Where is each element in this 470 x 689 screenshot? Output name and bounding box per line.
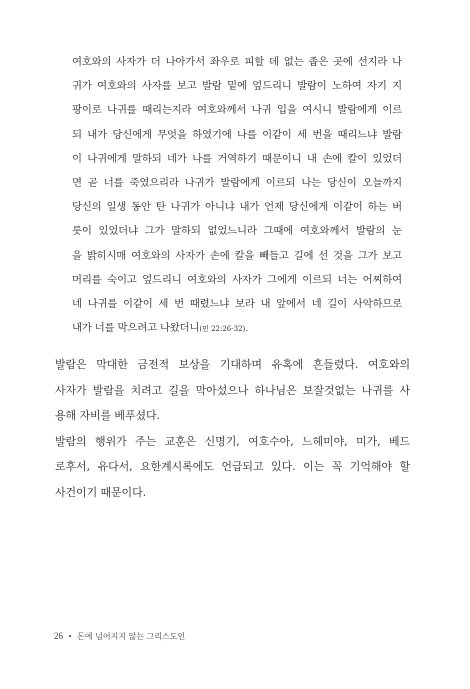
scripture-quote — [72, 50, 402, 340]
page-footer — [54, 631, 185, 642]
body-line: 발람의 행위가 주는 교훈은 신명기, 여호수아, 느헤미야, 미가, 베드 — [55, 434, 410, 448]
quote-last-line — [72, 316, 402, 340]
body-line: 로후서, 유다서, 요한계시록에도 언급되고 있다. 이는 꼭 기억해야 할 — [55, 460, 411, 473]
paragraph-1 — [55, 352, 410, 429]
quote-line: 여호와의 사자가 더 나아가서 좌우로 피할 데 없는 좁은 곳에 선지라 나 — [72, 56, 402, 68]
quote-line: 을 밝히시매 여호와의 사자가 손에 칼을 빼들고 길에 선 것을 그가 보고 — [72, 249, 402, 262]
quote-line-text: 내가 너를 막으려고 나왔더니 — [72, 322, 200, 335]
footer-separator: • — [68, 633, 73, 641]
paragraph-2 — [55, 429, 410, 506]
quote-line: 머리를 숙이고 엎드리니 여호와의 사자가 그에게 이르되 너는 어찌하여 — [72, 273, 402, 286]
page-number: 26 — [54, 631, 63, 641]
body-text — [55, 352, 410, 505]
quote-line: 귀가 여호와의 사자를 보고 발람 밑에 엎드리니 발람이 노하여 자기 지 — [72, 80, 402, 93]
quote-line: 팡이로 나귀를 때리는지라 여호와께서 나귀 입을 여시니 발람에게 이르 — [72, 104, 402, 117]
body-line: 사자가 발람을 치려고 길을 막아섰으나 하나님은 보잘것없는 나귀를 사 — [55, 383, 410, 397]
quote-line: 면 곧 너를 죽였으리라 나귀가 발람에게 이르되 나는 당신이 오늘까지 — [72, 176, 402, 189]
body-line: 발람은 막대한 금전적 보상을 기대하며 유혹에 흔들렸다. 여호와의 — [55, 358, 410, 371]
quote-line: 이 나귀에게 말하되 네가 나를 거역하기 때문이니 내 손에 칼이 있었더 — [72, 152, 402, 165]
book-title: 돈에 넘어지지 않는 그리스도인 — [77, 632, 186, 641]
body-line: 용해 자비를 베푸셨다. — [55, 409, 160, 422]
quote-line: 릇이 있었더냐 그가 말하되 없었느니라 그때에 여호와께서 발람의 눈 — [72, 225, 402, 238]
quote-line: 되 내가 당신에게 무엇을 하였기에 나를 이같이 세 번을 때리느냐 발람 — [72, 128, 402, 141]
quote-line: 네 나귀를 이같이 세 번 때렸느냐 보라 내 앞에서 네 길이 사악하므로 — [72, 297, 402, 310]
body-line: 사건이기 때문이다. — [55, 485, 147, 499]
quote-line: 당신의 일생 동안 탄 나귀가 아니냐 내가 언제 당신에게 이같이 하는 버 — [72, 201, 402, 214]
scripture-reference: (민 22:26-32). — [199, 325, 248, 334]
